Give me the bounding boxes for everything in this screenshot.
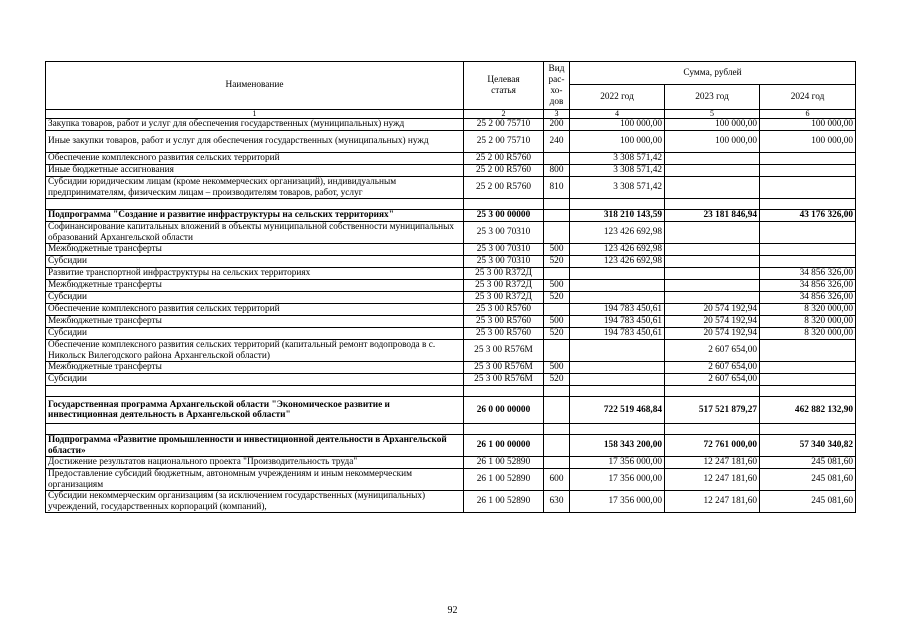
row-value-2022 xyxy=(570,268,665,280)
spacer-cell xyxy=(46,386,464,397)
row-value-2022: 194 783 450,61 xyxy=(570,304,665,316)
spacer-cell xyxy=(464,424,544,435)
header-name: Наименование xyxy=(46,62,464,110)
row-kind: 500 xyxy=(544,316,570,328)
row-name: Иные закупки товаров, работ и услуг для обеспечения государственных (муниципальных) нужд xyxy=(46,131,464,153)
row-value-2024: 8 320 000,00 xyxy=(760,304,856,316)
row-name: Подпрограмма "Создание и развитие инфраструктуры на сельских территориях" xyxy=(46,210,464,222)
row-value-2024 xyxy=(760,244,856,256)
table-row xyxy=(46,316,856,328)
row-kind: 520 xyxy=(544,256,570,268)
row-value-2022 xyxy=(570,362,665,374)
row-name: Субсидии xyxy=(46,292,464,304)
row-kind xyxy=(544,457,570,469)
column-index-row xyxy=(46,110,856,119)
row-kind: 630 xyxy=(544,491,570,513)
spacer-cell xyxy=(544,199,570,210)
spacer-cell xyxy=(544,386,570,397)
row-value-2024: 245 081,60 xyxy=(760,469,856,491)
row-value-2023 xyxy=(665,292,760,304)
row-value-2023 xyxy=(665,153,760,165)
row-value-2022 xyxy=(570,340,665,362)
column-index: 5 xyxy=(665,110,760,119)
page-number: 92 xyxy=(447,605,458,616)
row-value-2023: 2 607 654,00 xyxy=(665,340,760,362)
row-target-code: 25 2 00 75710 xyxy=(464,131,544,153)
row-value-2023: 12 247 181,60 xyxy=(665,457,760,469)
table-row xyxy=(46,304,856,316)
spacer-cell xyxy=(570,199,665,210)
row-kind: 200 xyxy=(544,119,570,131)
spacer-cell xyxy=(464,199,544,210)
row-value-2024: 34 856 326,00 xyxy=(760,280,856,292)
row-value-2022: 3 308 571,42 xyxy=(570,177,665,199)
row-target-code: 26 0 00 00000 xyxy=(464,397,544,424)
row-value-2022: 194 783 450,61 xyxy=(570,316,665,328)
header-2023: 2023 год xyxy=(665,85,760,110)
row-value-2022: 722 519 468,84 xyxy=(570,397,665,424)
row-value-2024 xyxy=(760,340,856,362)
row-name: Субсидии xyxy=(46,374,464,386)
row-kind: 520 xyxy=(544,374,570,386)
row-value-2023 xyxy=(665,177,760,199)
row-value-2023 xyxy=(665,256,760,268)
row-value-2023: 12 247 181,60 xyxy=(665,469,760,491)
table-row xyxy=(46,292,856,304)
row-value-2023: 100 000,00 xyxy=(665,119,760,131)
table-row xyxy=(46,457,856,469)
row-value-2022: 100 000,00 xyxy=(570,131,665,153)
row-value-2023: 12 247 181,60 xyxy=(665,491,760,513)
row-target-code: 25 3 00 70310 xyxy=(464,222,544,244)
row-target-code: 25 3 00 70310 xyxy=(464,244,544,256)
table-row xyxy=(46,340,856,362)
spacer-cell xyxy=(570,386,665,397)
spacer-cell xyxy=(46,199,464,210)
row-value-2023: 517 521 879,27 xyxy=(665,397,760,424)
row-kind xyxy=(544,340,570,362)
row-target-code: 25 2 00 75710 xyxy=(464,119,544,131)
row-value-2024 xyxy=(760,222,856,244)
row-value-2023 xyxy=(665,268,760,280)
row-name: Межбюджетные трансферты xyxy=(46,244,464,256)
row-target-code: 25 2 00 R5760 xyxy=(464,153,544,165)
row-value-2024 xyxy=(760,153,856,165)
row-target-code: 25 3 00 00000 xyxy=(464,210,544,222)
row-value-2023: 20 574 192,94 xyxy=(665,304,760,316)
row-value-2022: 3 308 571,42 xyxy=(570,153,665,165)
spacer-cell xyxy=(665,424,760,435)
row-target-code: 25 3 00 70310 xyxy=(464,256,544,268)
row-value-2022: 17 356 000,00 xyxy=(570,469,665,491)
table-body xyxy=(46,110,856,513)
row-value-2022: 123 426 692,98 xyxy=(570,222,665,244)
row-target-code: 25 3 00 R5760 xyxy=(464,316,544,328)
row-value-2022: 17 356 000,00 xyxy=(570,457,665,469)
row-value-2024: 462 882 132,90 xyxy=(760,397,856,424)
row-value-2023: 2 607 654,00 xyxy=(665,374,760,386)
row-target-code: 25 3 00 R576M xyxy=(464,362,544,374)
row-value-2024: 43 176 326,00 xyxy=(760,210,856,222)
row-kind: 500 xyxy=(544,280,570,292)
spacer-cell xyxy=(665,199,760,210)
row-name: Предоставление субсидий бюджетным, автономным учреждениям и иным некоммерческим организациям xyxy=(46,469,464,491)
row-target-code: 25 3 00 R372Д xyxy=(464,280,544,292)
table-row xyxy=(46,153,856,165)
spacer-cell xyxy=(570,424,665,435)
row-value-2024: 57 340 340,82 xyxy=(760,435,856,457)
spacer-cell xyxy=(760,424,856,435)
row-target-code: 25 3 00 R372Д xyxy=(464,292,544,304)
spacer-row xyxy=(46,199,856,210)
row-value-2024 xyxy=(760,374,856,386)
table-row xyxy=(46,280,856,292)
row-target-code: 25 3 00 R576M xyxy=(464,374,544,386)
row-value-2023: 20 574 192,94 xyxy=(665,316,760,328)
header-2022: 2022 год xyxy=(570,85,665,110)
table-row xyxy=(46,374,856,386)
row-name: Межбюджетные трансферты xyxy=(46,362,464,374)
row-name: Достижение результатов национального проекта "Производительность труда" xyxy=(46,457,464,469)
table-row xyxy=(46,328,856,340)
row-value-2022: 17 356 000,00 xyxy=(570,491,665,513)
header-target: Целевая статья xyxy=(464,62,544,110)
row-value-2024: 34 856 326,00 xyxy=(760,268,856,280)
column-index: 6 xyxy=(760,110,856,119)
row-name: Межбюджетные трансферты xyxy=(46,280,464,292)
column-index: 3 xyxy=(544,110,570,119)
row-name: Софинансирование капитальных вложений в объекты муниципальной собственности муниципальных образований Архангельской области xyxy=(46,222,464,244)
row-name: Государственная программа Архангельской области "Экономическое развитие и инвестиционная деятельность в Архангельской области" xyxy=(46,397,464,424)
budget-table xyxy=(45,61,856,513)
row-kind: 520 xyxy=(544,328,570,340)
row-kind xyxy=(544,397,570,424)
row-value-2024: 245 081,60 xyxy=(760,457,856,469)
column-index: 2 xyxy=(464,110,544,119)
row-name: Иные бюджетные ассигнования xyxy=(46,165,464,177)
row-value-2023: 72 761 000,00 xyxy=(665,435,760,457)
spacer-cell xyxy=(464,386,544,397)
row-kind: 600 xyxy=(544,469,570,491)
row-target-code: 26 1 00 00000 xyxy=(464,435,544,457)
table-row xyxy=(46,177,856,199)
table-row xyxy=(46,210,856,222)
row-kind: 500 xyxy=(544,244,570,256)
row-name: Субсидии юридическим лицам (кроме некоммерческих организаций), индивидуальным предпринимателям, физическим лицам – производителям товаров, работ, услуг xyxy=(46,177,464,199)
row-kind xyxy=(544,153,570,165)
table-row xyxy=(46,362,856,374)
row-value-2023 xyxy=(665,244,760,256)
row-name: Субсидии xyxy=(46,256,464,268)
column-index: 1 xyxy=(46,110,464,119)
row-name: Обеспечение комплексного развития сельских территорий (капитальный ремонт водопровода в с. Никольск Вилегодского района Архангельской области) xyxy=(46,340,464,362)
row-value-2022 xyxy=(570,280,665,292)
row-value-2023: 20 574 192,94 xyxy=(665,328,760,340)
row-value-2022: 100 000,00 xyxy=(570,119,665,131)
row-value-2024: 100 000,00 xyxy=(760,131,856,153)
row-value-2023 xyxy=(665,165,760,177)
row-kind: 800 xyxy=(544,165,570,177)
table-row xyxy=(46,491,856,513)
table-row xyxy=(46,256,856,268)
table-row xyxy=(46,397,856,424)
row-value-2022 xyxy=(570,292,665,304)
row-value-2024 xyxy=(760,165,856,177)
row-name: Обеспечение комплексного развития сельских территорий xyxy=(46,153,464,165)
row-kind: 500 xyxy=(544,362,570,374)
table-header xyxy=(46,62,856,110)
row-value-2024 xyxy=(760,256,856,268)
row-value-2024: 8 320 000,00 xyxy=(760,328,856,340)
header-kind: Вид рас- хо- дов xyxy=(544,62,570,110)
row-value-2023 xyxy=(665,222,760,244)
row-target-code: 25 3 00 R5760 xyxy=(464,328,544,340)
row-name: Развитие транспортной инфраструктуры на сельских территориях xyxy=(46,268,464,280)
row-value-2023: 2 607 654,00 xyxy=(665,362,760,374)
spacer-row xyxy=(46,424,856,435)
row-value-2022: 318 210 143,59 xyxy=(570,210,665,222)
row-target-code: 26 1 00 52890 xyxy=(464,469,544,491)
row-kind xyxy=(544,210,570,222)
column-index: 4 xyxy=(570,110,665,119)
table-row xyxy=(46,131,856,153)
row-target-code: 25 2 00 R5760 xyxy=(464,177,544,199)
row-value-2022: 123 426 692,98 xyxy=(570,256,665,268)
row-target-code: 26 1 00 52890 xyxy=(464,491,544,513)
row-name: Обеспечение комплексного развития сельских территорий xyxy=(46,304,464,316)
row-name: Подпрограмма «Развитие промышленности и инвестиционной деятельности в Архангельской области» xyxy=(46,435,464,457)
row-value-2023 xyxy=(665,280,760,292)
table-row xyxy=(46,119,856,131)
row-target-code: 25 3 00 R372Д xyxy=(464,268,544,280)
row-name: Межбюджетные трансферты xyxy=(46,316,464,328)
spacer-cell xyxy=(46,424,464,435)
row-kind xyxy=(544,268,570,280)
row-value-2024: 8 320 000,00 xyxy=(760,316,856,328)
row-value-2022: 3 308 571,42 xyxy=(570,165,665,177)
row-value-2023: 100 000,00 xyxy=(665,131,760,153)
table-row xyxy=(46,268,856,280)
table-row xyxy=(46,469,856,491)
row-name: Субсидии xyxy=(46,328,464,340)
row-value-2024: 34 856 326,00 xyxy=(760,292,856,304)
row-value-2024 xyxy=(760,177,856,199)
row-value-2024: 245 081,60 xyxy=(760,491,856,513)
row-target-code: 25 2 00 R5760 xyxy=(464,165,544,177)
spacer-cell xyxy=(665,386,760,397)
row-value-2024 xyxy=(760,362,856,374)
row-name: Субсидии некоммерческим организациям (за исключением государственных (муниципальных) учреждений, государственных корпораций (компаний), xyxy=(46,491,464,513)
spacer-cell xyxy=(544,424,570,435)
row-name: Закупка товаров, работ и услуг для обеспечения государственных (муниципальных) нужд xyxy=(46,119,464,131)
row-value-2022: 158 343 200,00 xyxy=(570,435,665,457)
row-kind: 240 xyxy=(544,131,570,153)
table-row xyxy=(46,244,856,256)
row-kind xyxy=(544,304,570,316)
row-target-code: 26 1 00 52890 xyxy=(464,457,544,469)
table-row xyxy=(46,165,856,177)
header-2024: 2024 год xyxy=(760,85,856,110)
row-kind: 520 xyxy=(544,292,570,304)
row-kind xyxy=(544,222,570,244)
spacer-cell xyxy=(760,199,856,210)
row-target-code: 25 3 00 R576M xyxy=(464,340,544,362)
header-sum: Сумма, рублей xyxy=(570,62,856,85)
row-kind: 810 xyxy=(544,177,570,199)
spacer-row xyxy=(46,386,856,397)
row-value-2023: 23 181 846,94 xyxy=(665,210,760,222)
row-target-code: 25 3 00 R5760 xyxy=(464,304,544,316)
spacer-cell xyxy=(760,386,856,397)
row-kind xyxy=(544,435,570,457)
row-value-2022 xyxy=(570,374,665,386)
table-row xyxy=(46,435,856,457)
table-row xyxy=(46,222,856,244)
row-value-2024: 100 000,00 xyxy=(760,119,856,131)
row-value-2022: 194 783 450,61 xyxy=(570,328,665,340)
row-value-2022: 123 426 692,98 xyxy=(570,244,665,256)
